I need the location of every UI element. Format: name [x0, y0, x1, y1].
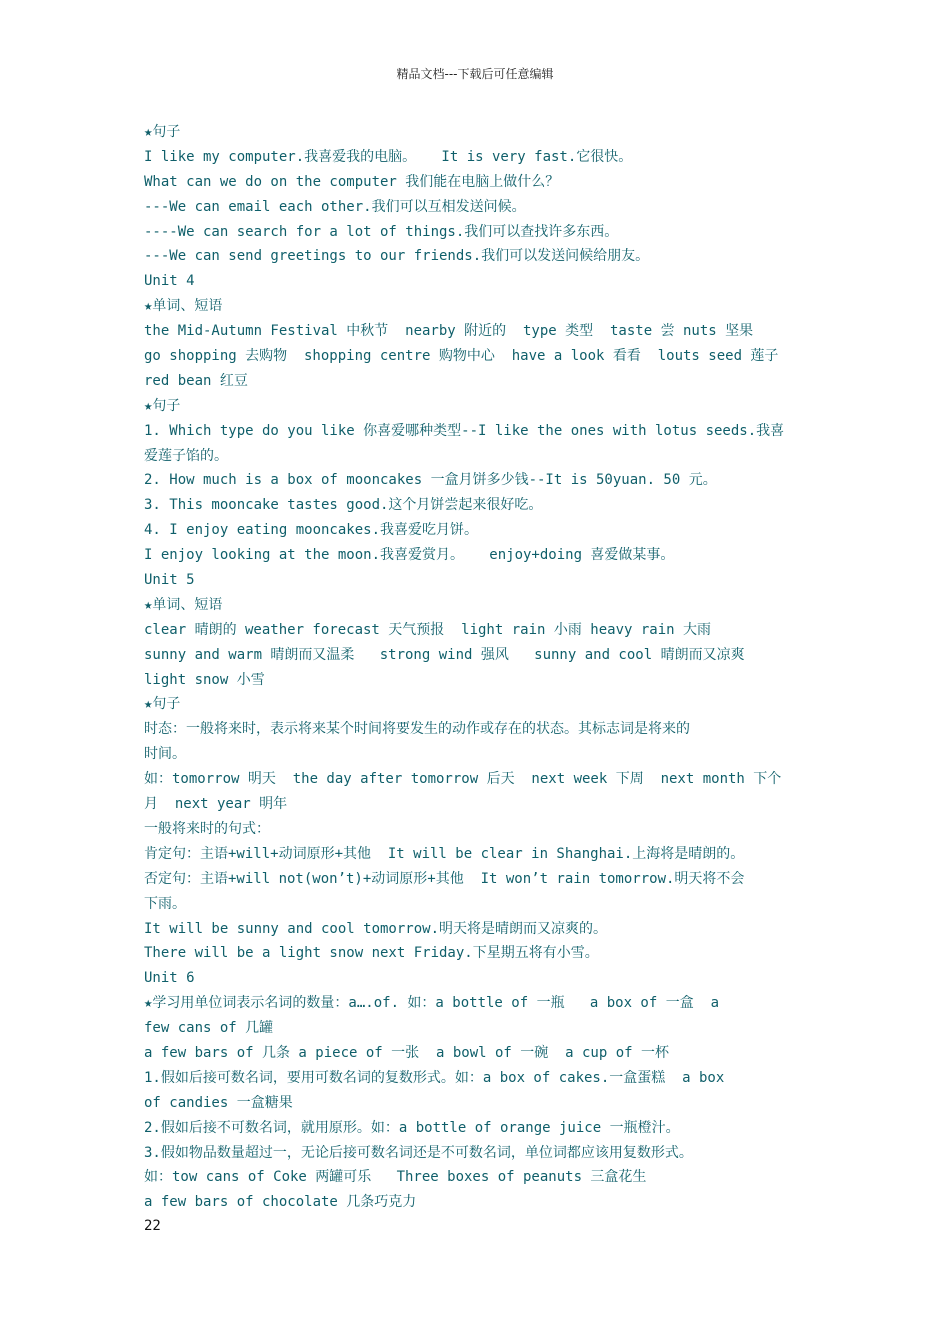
- text-line: It will be sunny and cool tomorrow.明天将是晴朗而又凉爽的。: [144, 920, 608, 937]
- text-line: sunny and warm 晴朗而又温柔 strong wind 强风 sunny and cool 晴朗而又凉爽: [144, 646, 745, 663]
- text-line: 下雨。: [144, 895, 186, 912]
- text-line: ★单词、短语: [144, 298, 223, 315]
- text-line: 一般将来时的句式：: [144, 820, 270, 837]
- text-line: go shopping 去购物 shopping centre 购物中心 have a look 看看 louts seed 莲子: [144, 348, 779, 365]
- text-line: 1. Which type do you like 你喜爱哪种类型--I like the ones with lotus seeds.我喜: [144, 422, 785, 439]
- text-line: What can we do on the computer 我们能在电脑上做什么？: [144, 173, 560, 190]
- section-heading: Unit 4: [144, 273, 195, 290]
- text-line: red bean 红豆: [144, 372, 248, 389]
- text-line: of candies 一盒糖果: [144, 1094, 293, 1111]
- text-line: 如：tomorrow 明天 the day after tomorrow 后天 next week 下周 next month 下个: [144, 771, 782, 788]
- text-line: There will be a light snow next Friday.下星期五将有小雪。: [144, 945, 599, 962]
- text-line: ★学习用单位词表示名词的数量：a….of. 如：a bottle of 一瓶 a box of 一盒 a: [144, 995, 720, 1012]
- text-line: 否定句：主语+will not(won’t)+动词原形+其他 It won’t rain tomorrow.明天将不会: [144, 870, 745, 887]
- text-line: ★句子: [144, 124, 181, 140]
- text-line: ---We can email each other.我们可以互相发送问候。: [144, 198, 526, 215]
- text-line: 2.假如后接不可数名词，就用原形。如：a bottle of orange juice 一瓶橙汁。: [144, 1119, 680, 1136]
- text-line: 4. I enjoy eating mooncakes.我喜爱吃月饼。: [144, 522, 479, 539]
- text-line: ★句子: [144, 397, 181, 414]
- text-line: 肯定句：主语+will+动词原形+其他 It will be clear in Shanghai.上海将是晴朗的。: [144, 845, 745, 862]
- text-line: 月 next year 明年: [144, 796, 288, 813]
- text-line: 3.假如物品数量超过一，无论后接可数名词还是不可数名词，单位词都应该用复数形式。: [144, 1144, 693, 1161]
- text-line: ---We can send greetings to our friends.我们可以发送问候给朋友。: [144, 248, 650, 265]
- text-line: ★单词、短语: [144, 596, 223, 613]
- text-line: I like my computer.我喜爱我的电脑。 It is very fast.它很快。: [144, 148, 633, 165]
- text-line: light snow 小雪: [144, 671, 265, 688]
- text-line: 1.假如后接可数名词，要用可数名词的复数形式。如：a box of cakes.一盒蛋糕 a box: [144, 1069, 725, 1086]
- text-line: a few bars of chocolate 几条巧克力: [144, 1194, 417, 1211]
- text-line: the Mid-Autumn Festival 中秋节 nearby 附近的 type 类型 taste 尝 nuts 坚果: [144, 323, 754, 340]
- text-line: a few bars of 几条 a piece of 一张 a bowl of 一碗 a cup of 一杯: [144, 1044, 670, 1061]
- text-line: ★句子: [144, 696, 181, 713]
- text-line: few cans of 几罐: [144, 1020, 274, 1037]
- text-line: I enjoy looking at the moon.我喜爱赏月。 enjoy+doing 喜爱做某事。: [144, 547, 675, 564]
- text-line: 2. How much is a box of mooncakes 一盒月饼多少钱--It is 50yuan. 50 元。: [144, 472, 717, 489]
- text-line: clear 晴朗的 weather forecast 天气预报 light rain 小雨 heavy rain 大雨: [144, 621, 712, 638]
- document-body: [144, 120, 814, 1215]
- text-line: ----We can search for a lot of things.我们可以查找许多东西。: [144, 223, 619, 240]
- text-line: 时间。: [144, 746, 186, 763]
- page-number: 22: [144, 1218, 161, 1234]
- section-heading: Unit 5: [144, 572, 195, 589]
- section-heading: Unit 6: [144, 970, 195, 987]
- text-line: 时态：一般将来时，表示将来某个时间将要发生的动作或存在的状态。其标志词是将来的: [144, 721, 690, 738]
- text-line: 3. This mooncake tastes good.这个月饼尝起来很好吃。: [144, 497, 543, 514]
- text-line: 爱莲子馅的。: [144, 447, 228, 464]
- page-header: 精品文档---下载后可任意编辑: [396, 67, 554, 81]
- text-line: 如：tow cans of Coke 两罐可乐 Three boxes of peanuts 三盒花生: [144, 1169, 647, 1186]
